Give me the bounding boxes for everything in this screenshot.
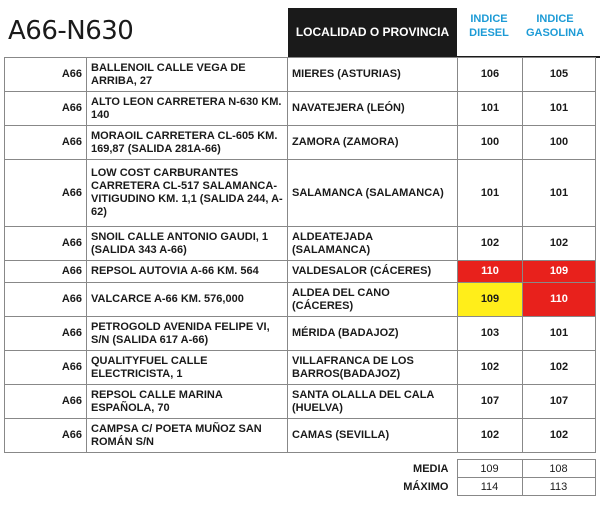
station-cell: REPSOL AUTOVIA A-66 KM. 564 (87, 261, 288, 283)
table-row (5, 261, 596, 283)
station-cell: SNOIL CALLE ANTONIO GAUDI, 1 (SALIDA 343 A-66) (87, 227, 288, 261)
station-cell: LOW COST CARBURANTES CARRETERA CL-517 SALAMANCA-VITIGUDINO KM. 1,1 (SALIDA 244, A-62) (87, 160, 288, 227)
gasoline-index-cell: 101 (523, 317, 596, 351)
location-column-header: LOCALIDAD O PROVINCIA (288, 8, 457, 56)
gasoline-index-cell: 102 (523, 351, 596, 385)
route-cell: A66 (5, 58, 87, 92)
gasoline-index-cell-highlight: 110 (523, 283, 596, 317)
table-row (5, 283, 596, 317)
gasoline-header-line2: GASOLINA (525, 27, 585, 39)
gasoline-index-cell: 100 (523, 126, 596, 160)
diesel-index-cell: 100 (458, 126, 523, 160)
gasoline-index-cell: 107 (523, 385, 596, 419)
diesel-index-cell: 101 (458, 160, 523, 227)
table-row (5, 58, 596, 92)
location-cell: SANTA OLALLA DEL CALA (HUELVA) (288, 385, 458, 419)
fuel-stations-table (4, 57, 596, 453)
location-cell: CAMAS (SEVILLA) (288, 419, 458, 453)
route-cell: A66 (5, 385, 87, 419)
media-gasoline-value: 108 (522, 460, 595, 478)
location-cell: MIERES (ASTURIAS) (288, 58, 458, 92)
media-label: MEDIA (413, 462, 449, 475)
station-cell: CAMPSA C/ POETA MUÑOZ SAN ROMÁN S/N (87, 419, 288, 453)
diesel-index-cell: 102 (458, 419, 523, 453)
max-gasoline-value: 113 (522, 478, 595, 496)
media-diesel-value: 109 (457, 460, 522, 478)
route-cell: A66 (5, 227, 87, 261)
route-cell: A66 (5, 419, 87, 453)
diesel-index-cell-highlight: 110 (458, 261, 523, 283)
gasoline-index-cell-highlight: 109 (523, 261, 596, 283)
station-cell: REPSOL CALLE MARINA ESPAÑOLA, 70 (87, 385, 288, 419)
route-cell: A66 (5, 351, 87, 385)
route-cell: A66 (5, 160, 87, 227)
diesel-index-cell: 107 (458, 385, 523, 419)
location-cell: SALAMANCA (SALAMANCA) (288, 160, 458, 227)
table-row (5, 160, 596, 227)
gasoline-column-header (524, 12, 586, 40)
gasoline-index-cell: 102 (523, 419, 596, 453)
route-cell: A66 (5, 317, 87, 351)
diesel-header-line1: INDICE (470, 13, 508, 25)
route-cell: A66 (5, 261, 87, 283)
page-title: A66-N630 (8, 16, 134, 46)
diesel-column-header (458, 12, 520, 40)
summary-table (300, 459, 596, 496)
location-cell: ALDEATEJADA (SALAMANCA) (288, 227, 458, 261)
gasoline-index-cell: 105 (523, 58, 596, 92)
table-row (5, 317, 596, 351)
table-row (5, 126, 596, 160)
diesel-index-cell: 102 (458, 227, 523, 261)
station-cell: ALTO LEON CARRETERA N-630 KM. 140 (87, 92, 288, 126)
location-cell: VILLAFRANCA DE LOS BARROS(BADAJOZ) (288, 351, 458, 385)
table-row (5, 419, 596, 453)
location-cell: MÉRIDA (BADAJOZ) (288, 317, 458, 351)
station-cell: QUALITYFUEL CALLE ELECTRICISTA, 1 (87, 351, 288, 385)
location-cell: ZAMORA (ZAMORA) (288, 126, 458, 160)
gasoline-index-cell: 102 (523, 227, 596, 261)
diesel-index-cell: 103 (458, 317, 523, 351)
max-diesel-value: 114 (457, 478, 522, 496)
station-cell: BALLENOIL CALLE VEGA DE ARRIBA, 27 (87, 58, 288, 92)
location-cell: VALDESALOR (CÁCERES) (288, 261, 458, 283)
max-label: MÁXIMO (403, 480, 449, 493)
route-cell: A66 (5, 283, 87, 317)
station-cell: PETROGOLD AVENIDA FELIPE VI, S/N (SALIDA 617 A-66) (87, 317, 288, 351)
diesel-header-line2: DIESEL (469, 27, 509, 39)
station-cell: MORAOIL CARRETERA CL-605 KM. 169,87 (SALIDA 281A-66) (87, 126, 288, 160)
diesel-index-cell: 102 (458, 351, 523, 385)
diesel-index-cell-highlight: 109 (458, 283, 523, 317)
location-cell: NAVATEJERA (LEÓN) (288, 92, 458, 126)
table-row (5, 92, 596, 126)
diesel-index-cell: 101 (458, 92, 523, 126)
route-cell: A66 (5, 92, 87, 126)
station-cell: VALCARCE A-66 KM. 576,000 (87, 283, 288, 317)
route-cell: A66 (5, 126, 87, 160)
location-cell: ALDEA DEL CANO (CÁCERES) (288, 283, 458, 317)
gasoline-index-cell: 101 (523, 92, 596, 126)
summary-row-media (300, 460, 595, 478)
table-row (5, 351, 596, 385)
table-row (5, 227, 596, 261)
table-row (5, 385, 596, 419)
gasoline-index-cell: 101 (523, 160, 596, 227)
diesel-index-cell: 106 (458, 58, 523, 92)
gasoline-header-line1: INDICE (536, 13, 574, 25)
summary-row-max (300, 478, 595, 496)
